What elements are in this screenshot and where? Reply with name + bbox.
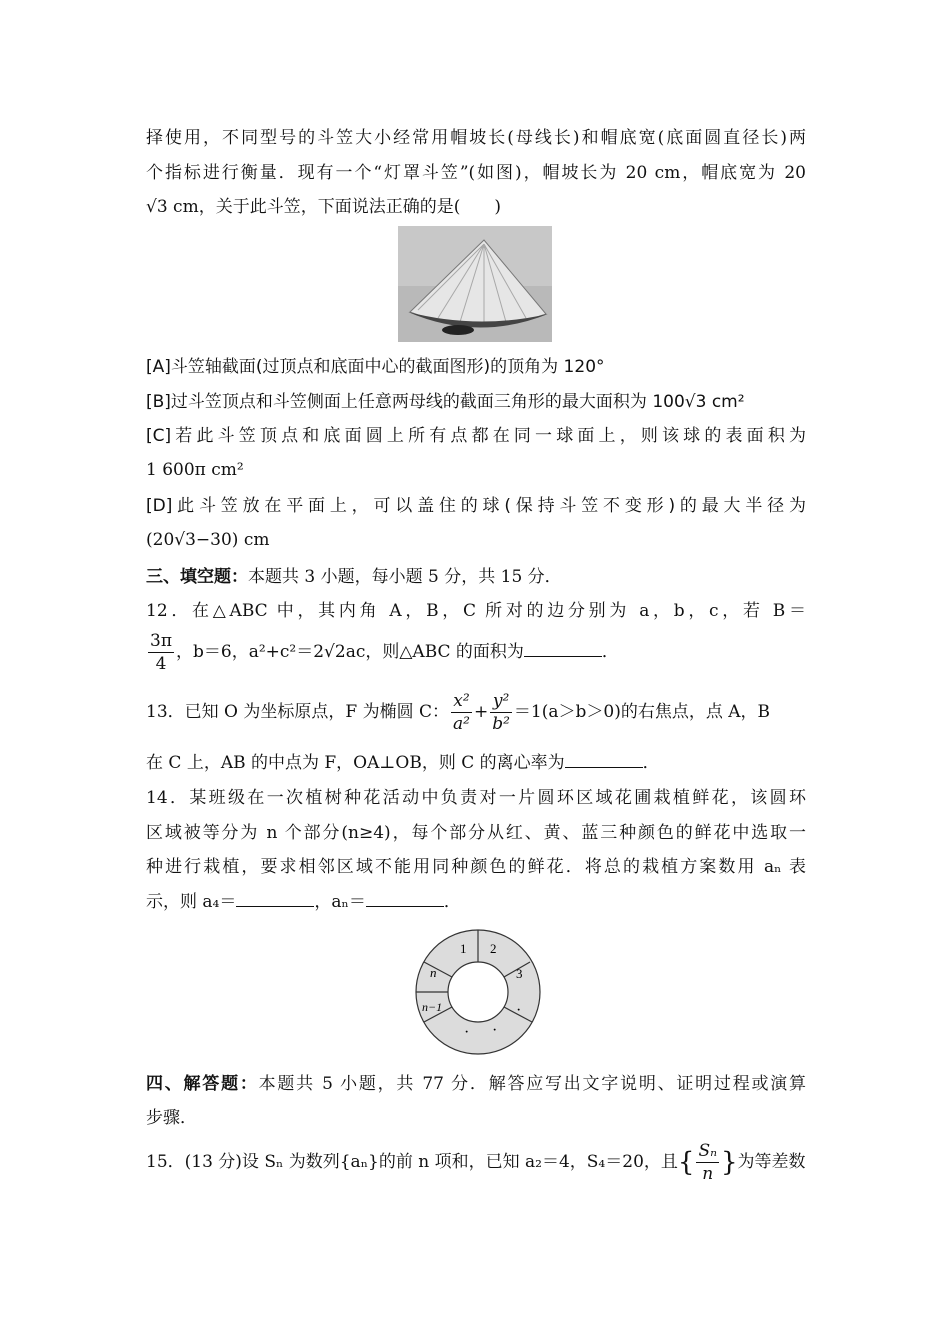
ring-dot-3: · bbox=[464, 1024, 470, 1041]
q12-fraction bbox=[148, 630, 174, 675]
q13-rest: ＝1(a＞b＞0)的右焦点，点 A，B bbox=[513, 702, 770, 722]
q13-fraction-y bbox=[490, 690, 512, 735]
option-c-line-1: [C]若此斗笠顶点和底面圆上所有点都在同一球面上，则该球的表面积为 bbox=[146, 426, 806, 446]
q14-an-blank bbox=[366, 890, 444, 907]
q13-plus: + bbox=[473, 702, 489, 722]
ring-label-n: n bbox=[430, 965, 437, 980]
ring-label-3: 3 bbox=[516, 966, 523, 981]
q13-line-2 bbox=[146, 751, 806, 775]
q14-a4-label: 示，则 a₄＝ bbox=[146, 892, 237, 912]
q14-line-3: 种进行栽植，要求相邻区域不能用同种颜色的鲜花．将总的栽植方案数用 aₙ 表 bbox=[146, 857, 806, 877]
section-4-heading bbox=[146, 1072, 806, 1096]
intro-line-1: 择使用，不同型号的斗笠大小经常用帽坡长(母线长)和帽底宽(底面圆直径长)两 bbox=[146, 128, 806, 148]
q13-fy-den: b² bbox=[492, 714, 510, 734]
q13-answer-blank bbox=[565, 751, 643, 768]
option-c-line-2: 1 600π cm² bbox=[146, 460, 244, 480]
q15-right-brace: } bbox=[720, 1147, 738, 1178]
q15-fraction bbox=[696, 1140, 719, 1185]
q13-start: 13．已知 O 为坐标原点，F 为椭圆 C： bbox=[146, 702, 449, 722]
q14-line-1: 14．某班级在一次植树种花活动中负责对一片圆环区域花圃栽植鲜花，该圆环 bbox=[146, 788, 806, 808]
q12-frac-den: 4 bbox=[155, 654, 167, 674]
section-4-desc-line-2: 步骤． bbox=[146, 1108, 197, 1128]
q15-end: 为等差数 bbox=[737, 1152, 806, 1172]
section-3-desc: 本题共 3 小题，每小题 5 分，共 15 分． bbox=[248, 567, 562, 587]
section-4-desc-line-1: 本题共 5 小题，共 77 分．解答应写出文字说明、证明过程或演算 bbox=[258, 1074, 807, 1094]
ring-dot-1: · bbox=[516, 1002, 522, 1019]
q14-a4-blank bbox=[236, 890, 314, 907]
ring-dot-2: · bbox=[492, 1022, 498, 1039]
q12-line-1: 12．在△ABC 中，其内角 A，B，C 所对的边分别为 a，b，c，若 B＝ bbox=[146, 601, 806, 621]
option-a: [A]斗笠轴截面(过顶点和底面中心的截面图形)的顶角为 120° bbox=[146, 357, 605, 377]
section-3-title: 三、填空题： bbox=[146, 567, 248, 587]
annulus-diagram bbox=[412, 929, 544, 1055]
q14-line-4 bbox=[146, 890, 806, 914]
intro-line-2: 个指标进行衡量．现有一个“灯罩斗笠”(如图)，帽坡长为 20 cm，帽底宽为 20 bbox=[146, 163, 806, 183]
q13-line-2-text: 在 C 上，AB 的中点为 F，OA⊥OB，则 C 的离心率为 bbox=[146, 753, 565, 773]
q14-line-2: 区域被等分为 n 个部分(n≥4)，每个部分从红、黄、蓝三种颜色的鲜花中选取一 bbox=[146, 823, 806, 843]
ring-label-2: 2 bbox=[490, 941, 497, 956]
q15-start: 15．(13 分)设 Sₙ 为数列{aₙ}的前 n 项和，已知 a₂＝4，S₄＝20，且 bbox=[146, 1152, 678, 1172]
q15-frac-num: Sₙ bbox=[698, 1141, 717, 1161]
q14-end: ． bbox=[443, 892, 461, 912]
section-3-heading bbox=[146, 565, 806, 589]
intro-line-3: √3 cm，关于此斗笠，下面说法正确的是( ) bbox=[146, 197, 501, 217]
q13-fx-den: a² bbox=[453, 714, 470, 734]
q12-end: ． bbox=[601, 642, 619, 662]
conical-hat-photo bbox=[398, 226, 552, 342]
q15-left-brace: { bbox=[677, 1147, 695, 1178]
q13-end: ． bbox=[642, 753, 660, 773]
q12-frac-num: 3π bbox=[150, 631, 172, 651]
q15-frac-den: n bbox=[702, 1164, 714, 1184]
q12-line-2 bbox=[146, 630, 806, 675]
q13-line-1 bbox=[146, 690, 806, 735]
q13-fy-num: y² bbox=[490, 690, 512, 713]
q12-line-2-text: ，b＝6，a²+c²＝2√2ac，则△ABC 的面积为 bbox=[176, 642, 524, 662]
q13-fx-num: x² bbox=[451, 690, 472, 713]
q15-line-1 bbox=[146, 1140, 806, 1185]
section-4-title: 四、解答题： bbox=[146, 1074, 259, 1094]
q13-fraction-x bbox=[451, 690, 472, 735]
ring-label-n-minus-1: n−1 bbox=[422, 1000, 443, 1014]
ring-label-1: 1 bbox=[460, 941, 467, 956]
q14-an-label: ，aₙ＝ bbox=[314, 892, 366, 912]
option-d-line-2: (20√3−30) cm bbox=[146, 530, 270, 550]
option-d-line-1: [D]此斗笠放在平面上，可以盖住的球(保持斗笠不变形)的最大半径为 bbox=[146, 496, 806, 516]
q12-answer-blank bbox=[524, 640, 602, 657]
option-b: [B]过斗笠顶点和斗笠侧面上任意两母线的截面三角形的最大面积为 100√3 cm² bbox=[146, 392, 745, 412]
